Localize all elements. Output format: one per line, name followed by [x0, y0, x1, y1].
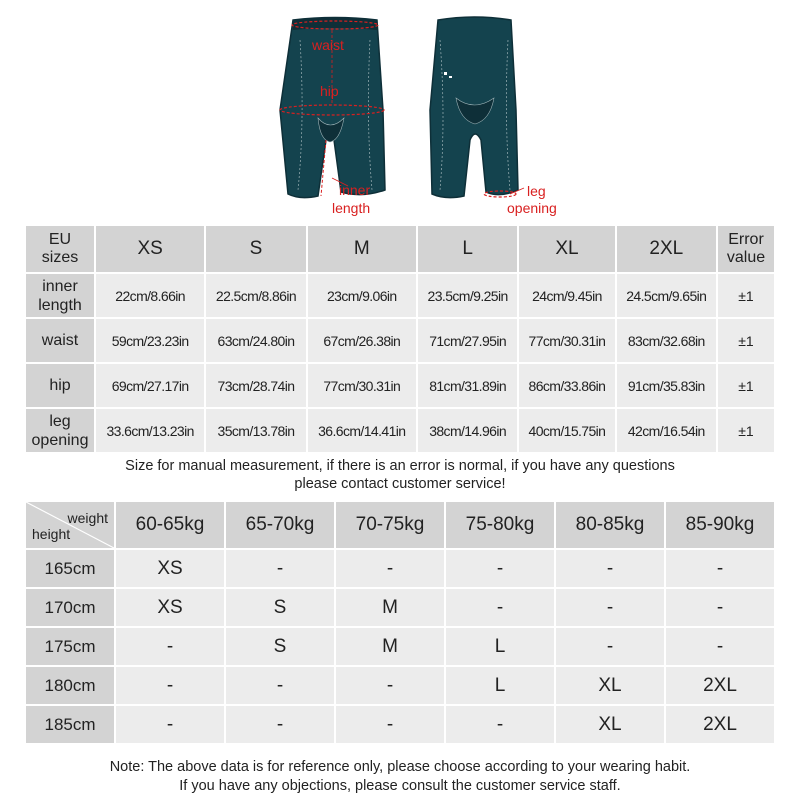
weight-height-table: [24, 500, 776, 745]
row-label-inner-length: [26, 274, 94, 317]
inner-length-label-line1: inner: [339, 182, 371, 198]
table-row: [26, 628, 774, 665]
table-cell: -: [666, 628, 774, 665]
table-cell: -: [226, 667, 334, 704]
table-cell: 24cm/9.45in: [519, 274, 614, 317]
row-label-waist: waist: [26, 319, 94, 362]
height-label: 180cm: [26, 667, 114, 704]
weight-header-row: [26, 502, 774, 548]
reference-note: [0, 758, 800, 796]
table-cell: L: [446, 667, 554, 704]
row-label-line1: inner: [42, 277, 78, 295]
measurement-note: [0, 457, 800, 493]
table-cell: -: [336, 667, 444, 704]
table-cell: 42cm/16.54in: [617, 409, 716, 452]
table-row: [26, 550, 774, 587]
measurement-note-line1: Size for manual measurement, if there is an error is normal, if you have any questions: [125, 458, 675, 474]
table-cell: 22.5cm/8.86in: [206, 274, 305, 317]
table-cell: S: [226, 589, 334, 626]
error-label: Error: [728, 231, 764, 248]
back-shorts: [430, 17, 557, 216]
row-label-hip: hip: [26, 364, 94, 407]
table-cell: -: [336, 550, 444, 587]
table-cell: 22cm/8.66in: [96, 274, 204, 317]
table-cell: -: [446, 589, 554, 626]
table-cell: 73cm/28.74in: [206, 364, 305, 407]
table-cell: M: [336, 628, 444, 665]
table-cell: 23cm/9.06in: [308, 274, 416, 317]
row-label-line2: length: [38, 296, 82, 314]
cycling-shorts-illustration: [0, 0, 800, 222]
table-cell: 2XL: [666, 706, 774, 743]
table-cell: -: [556, 628, 664, 665]
table-cell: -: [556, 550, 664, 587]
table-row: [26, 319, 774, 362]
leg-opening-label-line2: opening: [507, 200, 557, 216]
weight-header: 65-70kg: [226, 502, 334, 548]
table-cell: -: [226, 706, 334, 743]
weight-header: 75-80kg: [446, 502, 554, 548]
row-label-leg-opening: [26, 409, 94, 452]
value-label: value: [726, 249, 766, 266]
size-header-xl: XL: [519, 226, 614, 272]
table-cell: 69cm/27.17in: [96, 364, 204, 407]
error-value-header: [718, 226, 774, 272]
table-cell: 35cm/13.78in: [206, 409, 305, 452]
sizes-label: sizes: [41, 249, 79, 266]
table-cell: -: [666, 589, 774, 626]
table-cell: 36.6cm/14.41in: [308, 409, 416, 452]
height-corner-label: height: [32, 526, 71, 542]
error-cell: ±1: [718, 319, 774, 362]
table-row: [26, 409, 774, 452]
table-cell: 77cm/30.31in: [519, 319, 614, 362]
table-cell: S: [226, 628, 334, 665]
table-cell: 2XL: [666, 667, 774, 704]
reference-note-line1: Note: The above data is for reference only, please choose according to your wearing habit.: [109, 759, 691, 775]
table-cell: -: [116, 667, 224, 704]
weight-header: 70-75kg: [336, 502, 444, 548]
weight-height-corner: [26, 502, 114, 548]
waist-label: waist: [312, 37, 344, 53]
table-cell: 23.5cm/9.25in: [418, 274, 517, 317]
weight-header: 60-65kg: [116, 502, 224, 548]
size-header-2xl: 2XL: [617, 226, 716, 272]
eu-label: EU: [48, 231, 72, 248]
table-cell: 38cm/14.96in: [418, 409, 517, 452]
height-label: 185cm: [26, 706, 114, 743]
table-cell: 91cm/35.83in: [617, 364, 716, 407]
table-cell: -: [556, 589, 664, 626]
table-row: [26, 274, 774, 317]
size-chart-table: [24, 224, 776, 454]
weight-header: 85-90kg: [666, 502, 774, 548]
table-cell: 40cm/15.75in: [519, 409, 614, 452]
size-header-l: L: [418, 226, 517, 272]
error-cell: ±1: [718, 274, 774, 317]
table-cell: XL: [556, 706, 664, 743]
measurement-note-line2: please contact customer service!: [294, 476, 506, 492]
row-label-line2: opening: [31, 431, 89, 449]
table-cell: 59cm/23.23in: [96, 319, 204, 362]
weight-header: 80-85kg: [556, 502, 664, 548]
table-cell: XS: [116, 550, 224, 587]
table-cell: XL: [556, 667, 664, 704]
table-cell: XS: [116, 589, 224, 626]
table-cell: -: [446, 550, 554, 587]
table-cell: 33.6cm/13.23in: [96, 409, 204, 452]
size-header-m: M: [308, 226, 416, 272]
row-label-line1: leg: [49, 412, 71, 430]
table-row: [26, 364, 774, 407]
table-cell: -: [116, 706, 224, 743]
weight-corner-label: weight: [67, 510, 108, 526]
table-cell: 77cm/30.31in: [308, 364, 416, 407]
size-header-xs: XS: [96, 226, 204, 272]
reference-note-line2: If you have any objections, please consult the customer service staff.: [179, 778, 621, 794]
table-cell: -: [226, 550, 334, 587]
table-row: [26, 589, 774, 626]
hip-label: hip: [320, 83, 339, 99]
height-label: 170cm: [26, 589, 114, 626]
table-cell: L: [446, 628, 554, 665]
table-cell: M: [336, 589, 444, 626]
front-shorts: [280, 18, 385, 217]
height-label: 175cm: [26, 628, 114, 665]
table-cell: 86cm/33.86in: [519, 364, 614, 407]
table-cell: -: [336, 706, 444, 743]
size-header-row: [26, 226, 774, 272]
table-cell: -: [116, 628, 224, 665]
error-cell: ±1: [718, 409, 774, 452]
table-row: [26, 706, 774, 743]
table-cell: 24.5cm/9.65in: [617, 274, 716, 317]
table-cell: 71cm/27.95in: [418, 319, 517, 362]
table-cell: -: [666, 550, 774, 587]
leg-opening-label-line1: leg: [527, 183, 546, 199]
table-cell: 63cm/24.80in: [206, 319, 305, 362]
table-cell: 83cm/32.68in: [617, 319, 716, 362]
table-row: [26, 667, 774, 704]
eu-sizes-header: [26, 226, 94, 272]
table-cell: -: [446, 706, 554, 743]
table-cell: 81cm/31.89in: [418, 364, 517, 407]
error-cell: ±1: [718, 364, 774, 407]
table-cell: 67cm/26.38in: [308, 319, 416, 362]
size-header-s: S: [206, 226, 305, 272]
height-label: 165cm: [26, 550, 114, 587]
inner-length-label-line2: length: [332, 200, 371, 216]
